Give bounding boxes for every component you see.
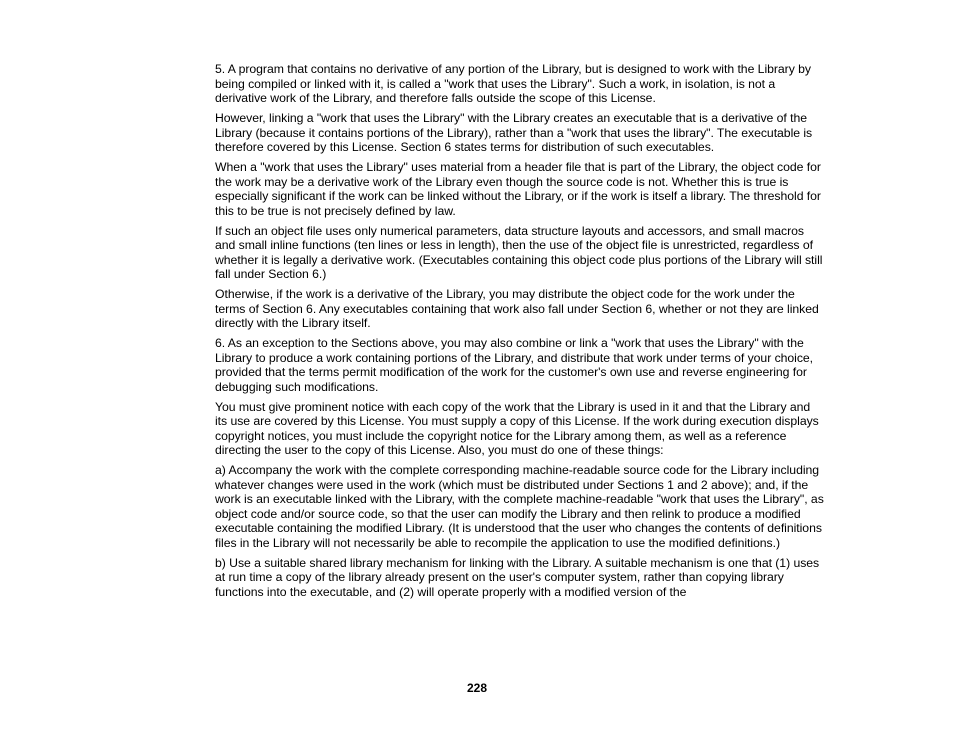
paragraph-object-file: If such an object file uses only numerical parameters, data structure layouts and accessors, and small macros and small inline functions (ten lines or less in length), then the use of the object file is unrestricted, regardless of whether it is legally a derivative work. (Executables containing this object code plus portions of the Library will still fall under Section 6.)	[215, 223, 823, 281]
paragraph-prominent-notice: You must give prominent notice with each copy of the work that the Library is used in it and that the Library and its use are covered by this License. You must supply a copy of this License. If the work during execution displays copyright notices, you must include the copyright notice for the Library among them, as well as a reference directing the user to the copy of this License. Also, you must do one of these things:	[215, 399, 819, 457]
paragraph-section-6: 6. As an exception to the Sections above, you may also combine or link a "work that uses the Library" with the Library to produce a work containing portions of the Library, and distribute that work under terms of your choice, provided that the terms permit modification of the work for the customer's own use and reverse engineering for debugging such modifications.	[215, 336, 814, 394]
paragraph-linking-executable: However, linking a "work that uses the Library" with the Library creates an executable that is a derivative of the Library (because it contains portions of the Library), rather than a "work that uses the library". The executable is therefore covered by this License. Section 6 states terms for distribution of such executables.	[215, 111, 813, 154]
paragraph-option-b: b) Use a suitable shared library mechanism for linking with the Library. A suitable mechanism is one that (1) uses at run time a copy of the library already present on the user's computer system, rather than copying library functions into the executable, and (2) will operate properly with a modified version of the	[215, 555, 820, 599]
page-number: 228	[466, 681, 488, 695]
document-body	[215, 62, 825, 605]
paragraph-otherwise: Otherwise, if the work is a derivative of the Library, you may distribute the object code for the work under the terms of Section 6. Any executables containing that work also fall under Section 6, whether or not they are linked directly with the Library itself.	[215, 287, 819, 330]
paragraph-section-5: 5. A program that contains no derivative of any portion of the Library, but is designed to work with the Library by being compiled or linked with it, is called a "work that uses the Library". Such a work, in isolation, is not a derivative work of the Library, and therefore falls outside the scope of this License.	[215, 62, 811, 105]
paragraph-option-a: a) Accompany the work with the complete corresponding machine-readable source code for the Library including whatever changes were used in the work (which must be distributed under Sections 1 and 2 above); and, if the work is an executable linked with the Library, with the complete machine-readable "work that uses the Library", as object code and/or source code, so that the user can modify the Library and then relink to produce a modified executable containing the modified Library. (It is understood that the user who changes the contents of definitions files in the Library will not necessarily be able to recompile the application to use the modified definitions.)	[215, 463, 824, 550]
paragraph-header-file: When a "work that uses the Library" uses material from a header file that is part of the Library, the object code for the work may be a derivative work of the Library even though the source code is not. Whether this is true is especially significant if the work can be linked without the Library, or if the work is itself a library. The threshold for this to be true is not precisely defined by law.	[215, 160, 821, 218]
